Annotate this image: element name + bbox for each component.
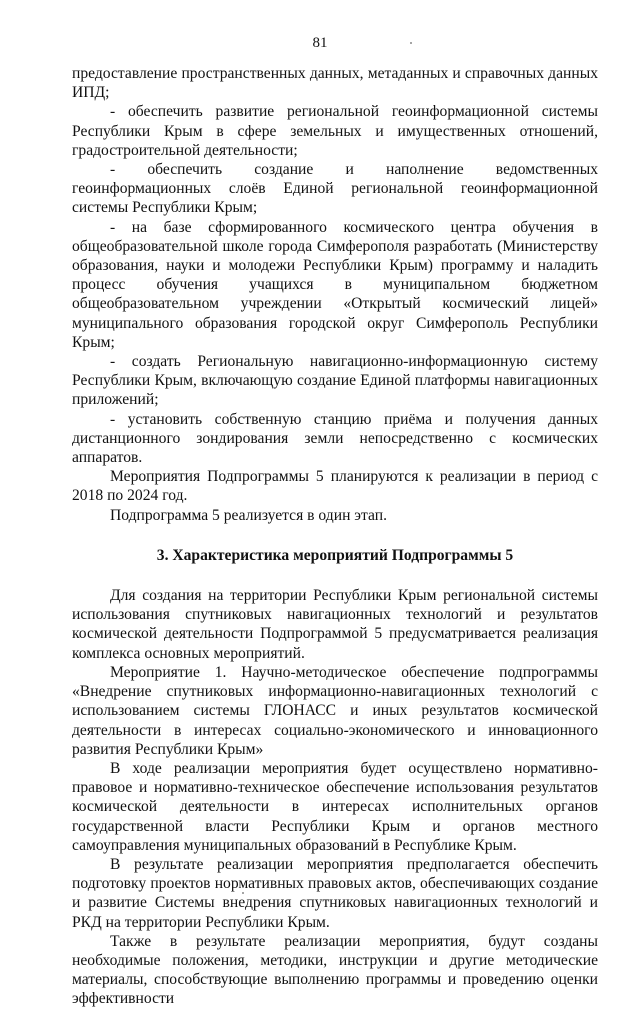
section-heading: 3. Характеристика мероприятий Подпрограммы 5 xyxy=(156,546,514,564)
scan-speck xyxy=(242,892,244,894)
paragraph: - обеспечить развитие региональной геоинформационной системы Республики Крым в сфере земельных и имущественных отношений, градостроительной деятельности; xyxy=(72,103,598,159)
paragraph: - на базе сформированного космического центра обучения в общеобразовательной школе города Симферополя разработать (Министерству образования, науки и молодежи Республики Крым) программу и наладить процесс обучения учащихся в муниципальном бюджетном общеобразовательном учреждении «Открытый космический лицей» муниципального образования городской округ Симферополь Республики Крым; xyxy=(72,218,598,351)
paragraph: - создать Региональную навигационно-информационную систему Республики Крым, включающую создание Единой платформы навигационных приложений; xyxy=(72,353,598,409)
paragraph: Мероприятие 1. Научно-методическое обеспечение подпрограммы «Внедрение спутниковых информационно-навигационных технологий с использованием системы ГЛОНАСС и иных результатов космической деятельности в интересах социально-экономического и инновационного развития Республики Крым» xyxy=(72,663,598,758)
paragraph: Для создания на территории Республики Крым региональной системы использования спутниковых навигационных технологий и результатов космической деятельности Подпрограммой 5 предусматривается реализация комплекса основных мероприятий. xyxy=(72,587,598,662)
paragraph: предоставление пространственных данных, метаданных и справочных данных ИПД; xyxy=(72,65,598,102)
page-number: 81 xyxy=(312,35,328,51)
paragraph: В ходе реализации мероприятия будет осуществлено нормативно-правовое и нормативно-техническое обеспечение использования результатов космической деятельности в интересах исполнительных органов государственной власти Республики Крым и органов местного самоуправления муниципальных образований в Республике Крым. xyxy=(72,759,598,854)
paragraph: Подпрограмма 5 реализуется в один этап. xyxy=(110,506,387,524)
paragraph: - установить собственную станцию приёма и получения данных дистанционного зондирования земли непосредственно с космических аппаратов. xyxy=(72,410,598,467)
document-body xyxy=(72,64,598,1009)
paragraph: Мероприятия Подпрограммы 5 планируются к реализации в период с 2018 по 2024 год. xyxy=(72,468,598,505)
scan-speck xyxy=(410,42,412,44)
paragraph: В результате реализации мероприятия предполагается обеспечить подготовку проектов нормативных правовых актов, обеспечивающих создание и развитие Системы внедрения спутниковых навигационных технологий и РКД на территории Республики Крым. xyxy=(72,855,598,931)
paragraph: Также в результате реализации мероприятия, будут созданы необходимые положения, методики, инструкции и другие методические материалы, способствующие выполнению программы и проведению оценки эффективности xyxy=(72,932,598,1008)
paragraph: - обеспечить создание и наполнение ведомственных геоинформационных слоёв Единой региональной геоинформационной системы Республики Крым; xyxy=(72,161,598,217)
